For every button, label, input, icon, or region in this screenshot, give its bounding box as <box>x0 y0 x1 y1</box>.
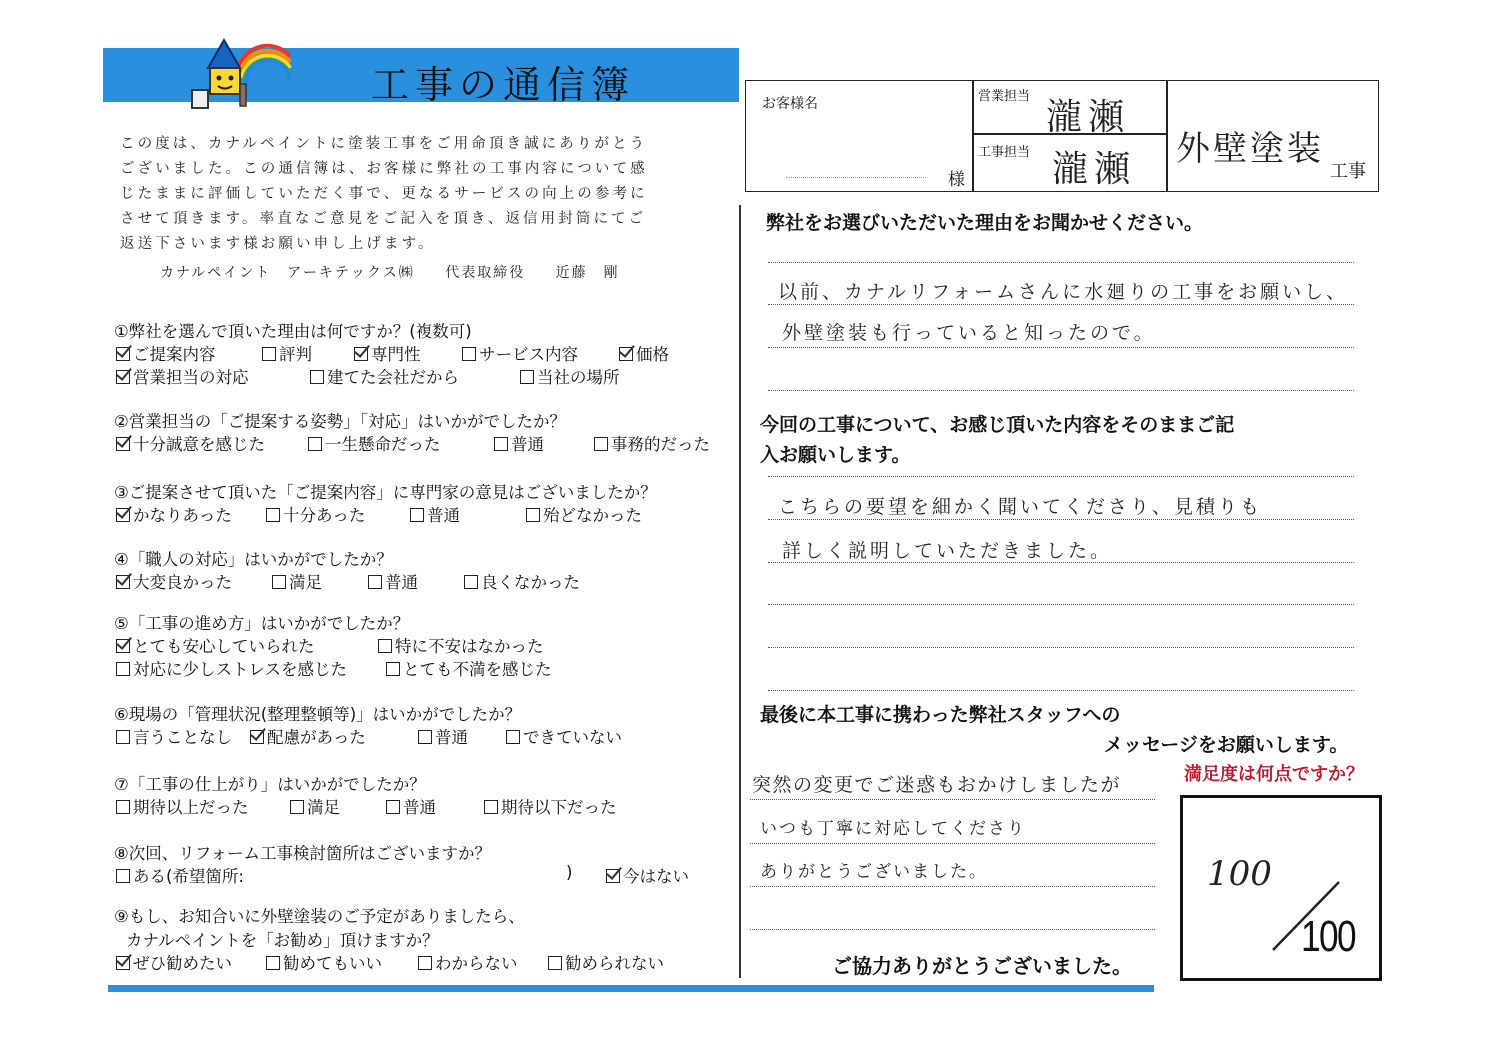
option[interactable]: 専門性 <box>354 341 421 365</box>
score-max: 100 <box>1301 912 1355 961</box>
closing-message: ご協力ありがとうございました。 <box>832 954 1132 978</box>
checkbox[interactable] <box>310 370 324 384</box>
question-8-options <box>114 863 734 885</box>
checkbox[interactable] <box>116 437 130 451</box>
intro-line: させて頂きます。率直なご意見をご記入を頂き、返信用封筒にてご <box>120 211 647 227</box>
checkbox[interactable] <box>494 437 508 451</box>
question-7: ⑦「工事の仕上がり」はいかがでしたか？ <box>114 775 426 794</box>
question-9: ⑨もし、お知合いに外壁塗装のご予定がありましたら、 <box>114 907 525 926</box>
section3-answer-line1: 突然の変更でご迷惑もおかけしましたが <box>752 774 1122 796</box>
option[interactable]: 価格 <box>619 341 669 365</box>
column-divider <box>739 205 741 978</box>
question-5-options-row2 <box>114 656 734 678</box>
checkbox[interactable] <box>386 662 400 676</box>
checkbox[interactable] <box>116 800 130 814</box>
checkbox[interactable] <box>594 437 608 451</box>
sales-label: 営業担当 <box>978 89 1031 104</box>
option[interactable]: ある(希望箇所: <box>116 863 244 887</box>
option[interactable]: 言うことなし <box>116 724 232 748</box>
option[interactable]: できていない <box>506 724 622 748</box>
option[interactable]: 普通 <box>386 794 436 818</box>
work-type: 外壁塗装 <box>1176 129 1324 169</box>
question-6-options <box>114 724 734 746</box>
customer-info-box <box>745 80 1379 192</box>
score-box <box>1180 795 1382 981</box>
question-2-options <box>114 431 734 453</box>
question-4: ④「職人の対応」はいかがでしたか？ <box>114 550 393 569</box>
question-3-options <box>114 502 734 524</box>
question-5-options <box>114 633 734 655</box>
checkbox[interactable] <box>116 575 130 589</box>
option[interactable]: とても不満を感じた <box>386 656 552 680</box>
checkbox[interactable] <box>548 956 562 970</box>
section2-answer-line2: 詳しく説明していただきました。 <box>782 540 1113 562</box>
checkbox[interactable] <box>290 800 304 814</box>
section2-heading-line2: 入お願いします。 <box>760 444 911 466</box>
checkbox[interactable] <box>378 639 392 653</box>
checkbox[interactable] <box>606 869 620 883</box>
checkbox[interactable] <box>116 508 130 522</box>
writing-line <box>768 390 1354 391</box>
checkbox[interactable] <box>520 370 534 384</box>
section2-heading: 今回の工事について、お感じ頂いた内容をそのままご記 <box>760 414 1235 436</box>
checkbox[interactable] <box>354 347 368 361</box>
option[interactable]: 満足 <box>272 569 322 593</box>
checkbox[interactable] <box>266 956 280 970</box>
checkbox[interactable] <box>418 730 432 744</box>
option[interactable]: 普通 <box>418 724 468 748</box>
question-6: ⑥現場の「管理状況(整理整頓等)」はいかがでしたか？ <box>114 705 522 724</box>
writing-line <box>750 929 1155 930</box>
option[interactable]: 期待以下だった <box>484 794 617 818</box>
section2-answer-line1: こちらの要望を細かく聞いてくださり、見積りも <box>778 496 1263 518</box>
mascot-painter-icon <box>178 38 298 118</box>
checkbox[interactable] <box>308 437 322 451</box>
writing-line <box>750 843 1155 844</box>
writing-line <box>768 347 1354 348</box>
checkbox[interactable] <box>418 956 432 970</box>
option[interactable]: 勧められない <box>548 950 664 974</box>
section3-answer-line2: いつも丁寧に対応してくださり <box>760 819 1026 839</box>
option[interactable]: 普通 <box>410 502 460 526</box>
section3-answer-line3: ありがとうございました。 <box>760 862 988 882</box>
writing-line <box>768 519 1354 520</box>
bottom-accent-line <box>108 985 1154 992</box>
checkbox[interactable] <box>484 800 498 814</box>
section1-answer-line1: 以前、カナルリフォームさんに水廻りの工事をお願いし、 <box>778 281 1349 303</box>
checkbox[interactable] <box>386 800 400 814</box>
writing-line <box>768 562 1354 563</box>
question-5: ⑤「工事の進め方」はいかがでしたか？ <box>114 614 410 633</box>
question-2: ②営業担当の「ご提案する姿勢」「対応」はいかがでしたか？ <box>114 412 567 431</box>
option[interactable]: 評判 <box>262 341 312 365</box>
question-7-options <box>114 794 734 816</box>
signature-role: 代表取締役 <box>445 265 526 281</box>
sales-name: 瀧瀬 <box>1046 97 1131 138</box>
score-value[interactable]: 100 <box>1207 854 1272 894</box>
page-title: 工事の通信簿 <box>371 63 636 107</box>
question-1: ①弊社を選んで頂いた理由は何ですか？(複数可) <box>114 322 472 341</box>
checkbox[interactable] <box>272 575 286 589</box>
writing-line <box>768 690 1354 691</box>
intro-line: じたままに評価していただく事で、更なるサービスの向上の参考に <box>120 186 648 202</box>
intro-line: 返送下さいます様お願い申し上げます。 <box>120 236 436 252</box>
question-3: ③ご提案させて頂いた「ご提案内容」に専門家の意見はございましたか？ <box>114 483 657 502</box>
option[interactable]: 普通 <box>368 569 418 593</box>
checkbox[interactable] <box>116 662 130 676</box>
checkbox[interactable] <box>116 730 130 744</box>
intro-line: この度は、カナルペイントに塗装工事をご用命頂き誠にありがとう <box>120 136 648 152</box>
option[interactable]: 営業担当の対応 <box>116 364 249 388</box>
section3-heading: 最後に本工事に携わった弊社スタッフへの <box>760 704 1121 726</box>
option[interactable]: ぜひ勧めたい <box>116 950 232 974</box>
customer-name-field[interactable] <box>786 177 926 178</box>
signature-name: 近藤 剛 <box>555 265 620 281</box>
section1-heading: 弊社をお選びいただいた理由をお聞かせください。 <box>766 212 1204 234</box>
option[interactable]: サービス内容 <box>462 341 578 365</box>
section1-answer-line2: 外壁塗装も行っていると知ったので。 <box>782 322 1156 344</box>
construction-label: 工事担当 <box>978 145 1031 160</box>
checkbox[interactable] <box>619 347 633 361</box>
option[interactable]: 一生懸命だった <box>308 431 441 455</box>
option[interactable]: 特に不安はなかった <box>378 633 544 657</box>
intro-line: ございました。この通信簿は、お客様に弊社の工事内容について感 <box>120 161 648 177</box>
option[interactable]: とても安心していられた <box>116 633 315 657</box>
checkbox[interactable] <box>116 639 130 653</box>
honorific: 様 <box>948 170 965 190</box>
option[interactable]: 十分あった <box>266 502 365 526</box>
checkbox[interactable] <box>116 869 130 883</box>
option[interactable]: 殆どなかった <box>526 502 642 526</box>
option-close-paren: ) <box>566 863 573 882</box>
option[interactable]: 期待以上だった <box>116 794 249 818</box>
option[interactable]: 対応に少しストレスを感じた <box>116 656 347 680</box>
writing-line <box>750 886 1155 887</box>
writing-line <box>768 647 1354 648</box>
writing-line <box>768 262 1354 263</box>
option[interactable]: 良くなかった <box>464 569 580 593</box>
section3-heading-line2: メッセージをお願いします。 <box>1104 734 1349 756</box>
option[interactable]: 事務的だった <box>594 431 710 455</box>
writing-line <box>768 476 1354 477</box>
option[interactable]: 十分誠意を感じた <box>116 431 265 455</box>
construction-name: 瀧瀬 <box>1052 149 1137 190</box>
option[interactable]: 勧めてもいい <box>266 950 382 974</box>
checkbox[interactable] <box>266 508 280 522</box>
checkbox[interactable] <box>368 575 382 589</box>
option[interactable]: わからない <box>418 950 518 974</box>
customer-name-label: お客様名 <box>762 96 818 112</box>
writing-line <box>750 799 1155 800</box>
signature <box>160 262 644 282</box>
writing-line <box>768 604 1354 605</box>
checkbox[interactable] <box>462 347 476 361</box>
option[interactable]: 普通 <box>494 431 544 455</box>
option[interactable]: 建てた会社だから <box>310 364 459 388</box>
option[interactable]: 満足 <box>290 794 340 818</box>
option[interactable]: 大変良かった <box>116 569 232 593</box>
checkbox[interactable] <box>116 370 130 384</box>
checkbox[interactable] <box>526 508 540 522</box>
score-label: 満足度は何点ですか？ <box>1184 764 1364 785</box>
question-8: ⑧次回、リフォーム工事検討箇所はございますか？ <box>114 844 491 863</box>
cell-divider <box>1166 81 1168 191</box>
option[interactable]: ご提案内容 <box>116 341 216 365</box>
signature-company: カナルペイント アーキテックス㈱ <box>160 265 415 281</box>
work-suffix: 工事 <box>1330 161 1366 182</box>
question-9-line2: カナルペイントを「お勧め」頂けますか？ <box>126 931 439 950</box>
question-4-options <box>114 569 734 591</box>
option[interactable]: 配慮があった <box>250 724 366 748</box>
question-1-options-row2 <box>114 364 734 386</box>
writing-line <box>768 304 1354 305</box>
option[interactable]: 今はない <box>606 863 689 887</box>
option[interactable]: かなりあった <box>116 502 232 526</box>
cell-divider <box>972 81 974 191</box>
checkbox[interactable] <box>464 575 478 589</box>
checkbox[interactable] <box>116 347 130 361</box>
checkbox[interactable] <box>262 347 276 361</box>
checkbox[interactable] <box>250 730 264 744</box>
question-9-options <box>114 950 734 972</box>
question-1-options <box>114 341 734 363</box>
checkbox[interactable] <box>410 508 424 522</box>
checkbox[interactable] <box>116 956 130 970</box>
checkbox[interactable] <box>506 730 520 744</box>
option[interactable]: 当社の場所 <box>520 364 620 388</box>
